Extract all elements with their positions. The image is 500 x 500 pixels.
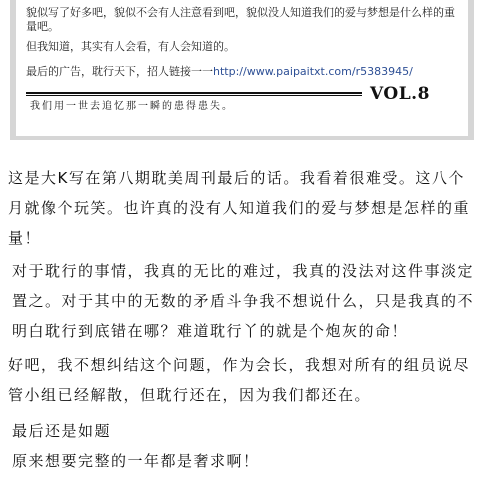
- post-paragraph-1: [8, 163, 494, 253]
- divider-thick: [26, 92, 362, 94]
- screenshot-line-2: 量吧。: [26, 20, 59, 33]
- screenshot-content: [16, 0, 468, 136]
- screenshot-line-3: 但我知道，其实有人会看，有人会知道的。: [26, 40, 235, 53]
- post-line: 对于耽行的事情，我真的无比的难过，我真的没法对这件事淡定: [12, 262, 475, 280]
- post-line: 好吧，我不想纠结这个问题，作为会长，我想对所有的组员说尽: [8, 356, 471, 374]
- post-paragraph-4: [12, 416, 498, 446]
- post-paragraph-5: [12, 446, 498, 476]
- post-line: 月就像个玩笑。也许真的没有人知道我们的爱与梦想是怎样的重: [8, 199, 471, 217]
- post-line: 明白耽行到底错在哪？难道耽行丫的就是个炮灰的命！: [12, 322, 409, 340]
- divider-thin: [26, 95, 362, 96]
- post-paragraph-2: [12, 256, 494, 346]
- screenshot-line-4: [26, 65, 413, 79]
- post-line: 最后还是如题: [12, 422, 112, 440]
- motto-text: 我们用一世去追忆那一瞬的患得患失。: [30, 101, 234, 112]
- post-line: 这是大K写在第八期耽美周刊最后的话。我看着很难受。这八个: [8, 169, 465, 187]
- post-line: 置之。对于其中的无数的矛盾斗争我不想说什么，只是我真的不: [12, 292, 475, 310]
- volume-label: VOL.8: [370, 84, 430, 104]
- screenshot-line-1: 貌似写了好多吧，貌似不会有人注意看到吧，貌似没人知道我们的爱与梦想是什么样的重: [26, 6, 455, 19]
- recruit-link[interactable]: http://www.paipaitxt.com/r5383945/: [213, 65, 413, 78]
- post-line: 管小组已经解散，但耽行还在，因为我们都还在。: [8, 386, 372, 404]
- post-paragraph-3: [8, 350, 494, 410]
- ad-text: 最后的广告，耽行天下，招人链接一一: [26, 65, 213, 78]
- post-line: 原来想要完整的一年都是奢求啊！: [12, 452, 260, 470]
- embedded-screenshot: [10, 0, 474, 140]
- post-line: 量！: [8, 229, 42, 247]
